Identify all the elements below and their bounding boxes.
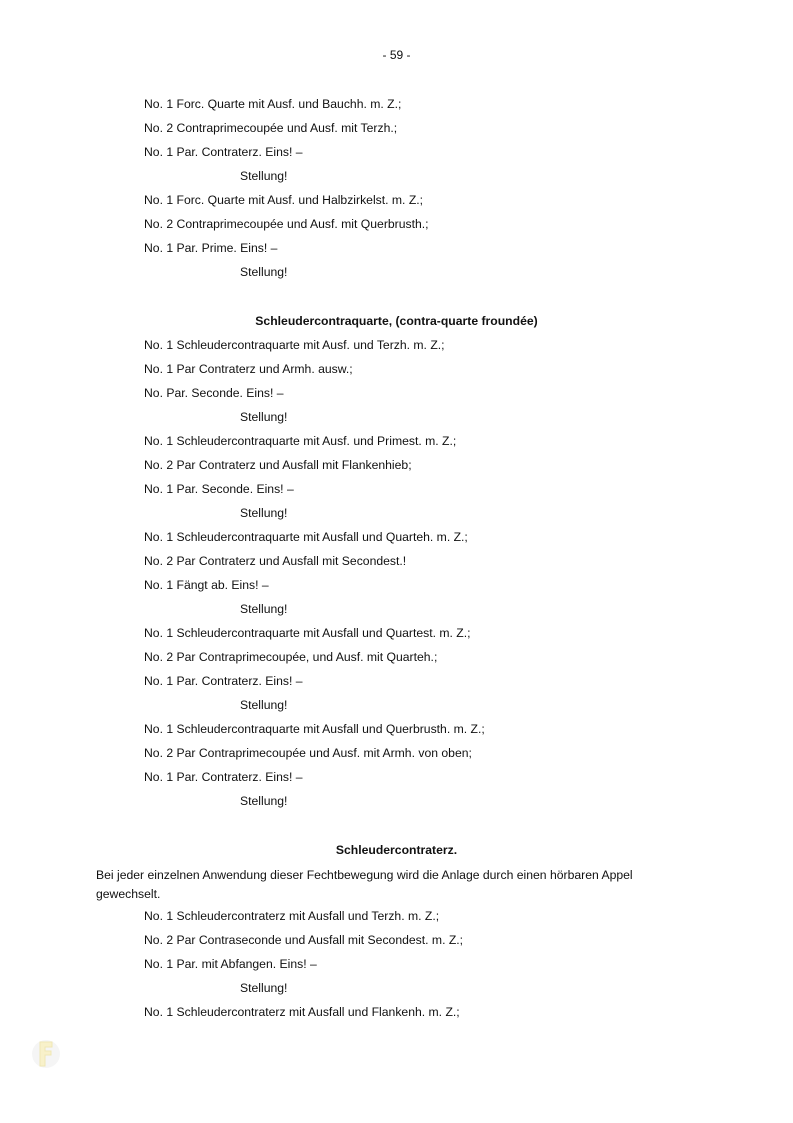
text-line: No. 2 Par Contraterz und Ausfall mit Secondest.! bbox=[144, 554, 407, 568]
text-line: No. 1 Schleudercontraterz mit Ausfall und Terzh. m. Z.; bbox=[144, 909, 440, 923]
text-line: No. 1 Schleudercontraquarte mit Ausf. und Terzh. m. Z.; bbox=[144, 338, 445, 352]
text-line: Stellung! bbox=[240, 265, 288, 279]
text-line: No. 1 Forc. Quarte mit Ausf. und Halbzirkelst. m. Z.; bbox=[144, 193, 424, 207]
text-line: No. 1 Par. Contraterz. Eins! – bbox=[144, 674, 303, 688]
text-line: Stellung! bbox=[240, 698, 288, 712]
text-line: No. 1 Fängt ab. Eins! – bbox=[144, 578, 269, 592]
text-line: No. 1 Par. Prime. Eins! – bbox=[144, 241, 278, 255]
text-line: No. 1 Schleudercontraterz mit Ausfall und Flankenh. m. Z.; bbox=[144, 1005, 460, 1019]
text-line: Stellung! bbox=[240, 410, 288, 424]
text-line: No. 1 Schleudercontraquarte mit Ausfall und Querbrusth. m. Z.; bbox=[144, 722, 485, 736]
text-line: No. 2 Par Contraprimecoupée und Ausf. mit Armh. von oben; bbox=[144, 746, 472, 760]
text-line: No. 1 Par. mit Abfangen. Eins! – bbox=[144, 957, 317, 971]
text-line: Stellung! bbox=[240, 981, 288, 995]
text-line: No. 2 Contraprimecoupée und Ausf. mit Terzh.; bbox=[144, 121, 398, 135]
text-line: No. 1 Par. Contraterz. Eins! – bbox=[144, 770, 303, 784]
text-line: Stellung! bbox=[240, 602, 288, 616]
text-line: No. 1 Par. Contraterz. Eins! – bbox=[144, 145, 303, 159]
text-line: Stellung! bbox=[240, 169, 288, 183]
text-line: No. 2 Par Contraseconde und Ausfall mit Secondest. m. Z.; bbox=[144, 933, 464, 947]
fencing-logo-icon bbox=[30, 1036, 62, 1072]
text-line: Stellung! bbox=[240, 794, 288, 808]
intro-paragraph: Bei jeder einzelnen Anwendung dieser Fechtbewegung wird die Anlage durch einen hörbaren Appel gewechselt. bbox=[96, 868, 633, 901]
text-line: No. 1 Par Contraterz und Armh. ausw.; bbox=[144, 362, 353, 376]
text-line: No. 2 Par Contraterz und Ausfall mit Flankenhieb; bbox=[144, 458, 412, 472]
text-line: No. 1 Par. Seconde. Eins! – bbox=[144, 482, 294, 496]
page-number: - 59 - bbox=[382, 48, 411, 62]
text-line: No. 1 Schleudercontraquarte mit Ausfall und Quartest. m. Z.; bbox=[144, 626, 471, 640]
text-line: No. 1 Schleudercontraquarte mit Ausf. und Primest. m. Z.; bbox=[144, 434, 457, 448]
text-line: Stellung! bbox=[240, 506, 288, 520]
section-heading: Schleudercontraquarte, (contra-quarte froundée) bbox=[255, 314, 538, 328]
text-line: No. 2 Par Contraprimecoupée, und Ausf. mit Quarteh.; bbox=[144, 650, 438, 664]
section-heading: Schleudercontraterz. bbox=[335, 843, 458, 857]
text-line: No. 1 Forc. Quarte mit Ausf. und Bauchh. m. Z.; bbox=[144, 97, 402, 111]
text-line: No. 2 Contraprimecoupée und Ausf. mit Querbrusth.; bbox=[144, 217, 429, 231]
text-line: No. Par. Seconde. Eins! – bbox=[144, 386, 284, 400]
text-line: No. 1 Schleudercontraquarte mit Ausfall und Quarteh. m. Z.; bbox=[144, 530, 468, 544]
